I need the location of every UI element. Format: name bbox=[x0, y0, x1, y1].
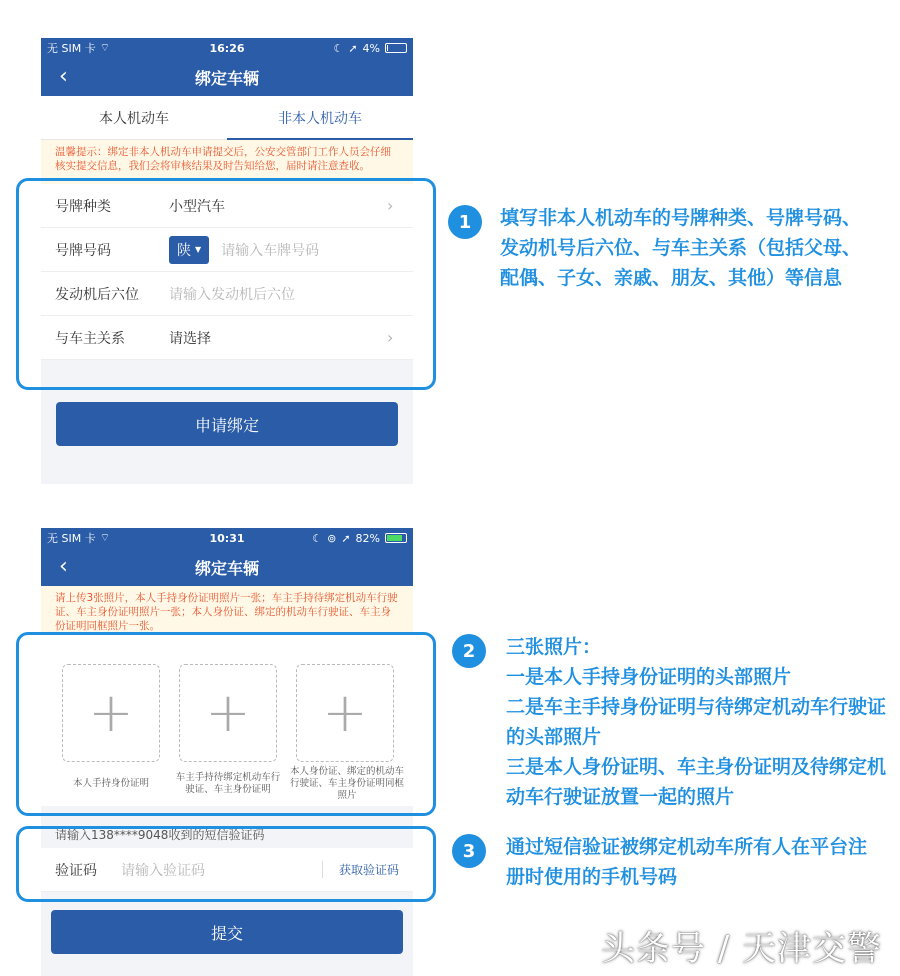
back-icon[interactable]: ‹ bbox=[59, 64, 68, 89]
engine-number-input[interactable]: 请输入发动机后六位 bbox=[169, 286, 295, 303]
rotation-lock-icon: ⊚ bbox=[327, 531, 337, 545]
plus-icon: + bbox=[88, 681, 134, 744]
battery-icon bbox=[385, 43, 407, 53]
nav-title: 绑定车辆 bbox=[194, 558, 259, 578]
apply-bind-button[interactable]: 申请绑定 bbox=[56, 402, 398, 446]
annotation-number-1: 1 bbox=[448, 205, 482, 239]
status-time: 10:31 bbox=[209, 531, 245, 545]
code-label: 验证码 bbox=[55, 862, 97, 879]
tab-other-vehicle[interactable]: 非本人机动车 bbox=[227, 96, 413, 139]
carrier-label: 无 SIM 卡 bbox=[47, 42, 96, 55]
owner-relation-value: 请选择 bbox=[169, 330, 211, 347]
moon-icon: ☾ bbox=[333, 41, 344, 55]
highlight-box-1 bbox=[16, 178, 436, 390]
plate-number-label: 号牌号码 bbox=[55, 242, 111, 259]
moon-icon: ☾ bbox=[312, 531, 323, 545]
status-time: 16:26 bbox=[209, 41, 245, 55]
notice-text: 温馨提示：绑定非本人机动车申请提交后，公安交管部门工作人员会仔细核实提交信息，我们会将审核结果及时告知给您，届时请注意查收。 bbox=[41, 140, 413, 184]
caret-down-icon: ▼ bbox=[195, 245, 202, 254]
nav-bar bbox=[41, 58, 413, 96]
chevron-right-icon: › bbox=[387, 328, 394, 347]
nav-title: 绑定车辆 bbox=[194, 68, 259, 88]
upload-caption-3: 本人身份证、绑定的机动车行驶证、车主身份证明同框照片 bbox=[289, 766, 404, 801]
tab-own-vehicle[interactable]: 本人机动车 bbox=[99, 110, 169, 127]
annotation-text-2: 三张照片： 一是本人手持身份证明的头部照片 二是车主手持身份证明与待绑定机动车行驶证的头部照片 三是本人身份证明、车主身份证明及待绑定机动车行驶证放置一起的照片 bbox=[506, 636, 887, 808]
plate-number-input[interactable]: 请输入车牌号码 bbox=[221, 242, 320, 259]
tab-bar bbox=[41, 96, 413, 140]
status-bar bbox=[41, 528, 413, 548]
submit-button[interactable]: 提交 bbox=[51, 910, 403, 954]
nav-bar bbox=[41, 548, 413, 586]
engine-number-label: 发动机后六位 bbox=[55, 286, 139, 303]
sms-hint: 请输入138****9048收到的短信验证码 bbox=[55, 828, 265, 842]
get-code-button[interactable]: 获取验证码 bbox=[322, 861, 399, 878]
owner-relation-label: 与车主关系 bbox=[55, 330, 125, 347]
annotation-text-1: 填写非本人机动车的号牌种类、号牌号码、发动机号后六位、与车主关系（包括父母、配偶、子女、亲戚、朋友、其他）等信息 bbox=[500, 207, 862, 289]
plus-icon: + bbox=[322, 681, 368, 744]
battery-percent: 82% bbox=[355, 531, 380, 545]
upload-notice: 请上传3张照片，本人手持身份证明照片一张；车主手持待绑定机动车行驶证、车主身份证明照片一张；本人身份证、绑定的机动车行驶证、车主身份证明同框照片一张。 bbox=[41, 586, 413, 634]
plate-type-label: 号牌种类 bbox=[55, 198, 111, 215]
province-value: 陕 bbox=[177, 242, 191, 259]
code-input[interactable]: 请输入验证码 bbox=[121, 862, 205, 879]
upload-caption-1: 本人手持身份证明 bbox=[72, 778, 149, 789]
location-icon: ➚ bbox=[348, 41, 358, 55]
watermark: 头条号 / 天津交警 bbox=[600, 929, 882, 969]
plus-icon: + bbox=[205, 681, 251, 744]
upload-caption-2: 车主手持待绑定机动车行驶证、车主身份证明 bbox=[175, 772, 281, 795]
status-bar bbox=[41, 38, 413, 58]
highlight-box-2 bbox=[16, 632, 436, 816]
wifi-icon: ⌔ bbox=[99, 41, 111, 54]
location-icon: ➚ bbox=[341, 531, 351, 545]
battery-percent: 4% bbox=[362, 41, 380, 55]
plate-type-value: 小型汽车 bbox=[169, 198, 225, 215]
back-icon[interactable]: ‹ bbox=[59, 554, 68, 579]
carrier-label: 无 SIM 卡 bbox=[47, 532, 96, 545]
annotation-text-3: 通过短信验证被绑定机动车所有人在平台注册时使用的手机号码 bbox=[506, 836, 868, 888]
battery-icon bbox=[385, 533, 407, 543]
annotation-number-2: 2 bbox=[452, 634, 486, 668]
highlight-box-3 bbox=[16, 826, 436, 902]
annotation-number-3: 3 bbox=[452, 834, 486, 868]
wifi-icon: ⌔ bbox=[99, 531, 111, 544]
chevron-right-icon: › bbox=[387, 196, 394, 215]
